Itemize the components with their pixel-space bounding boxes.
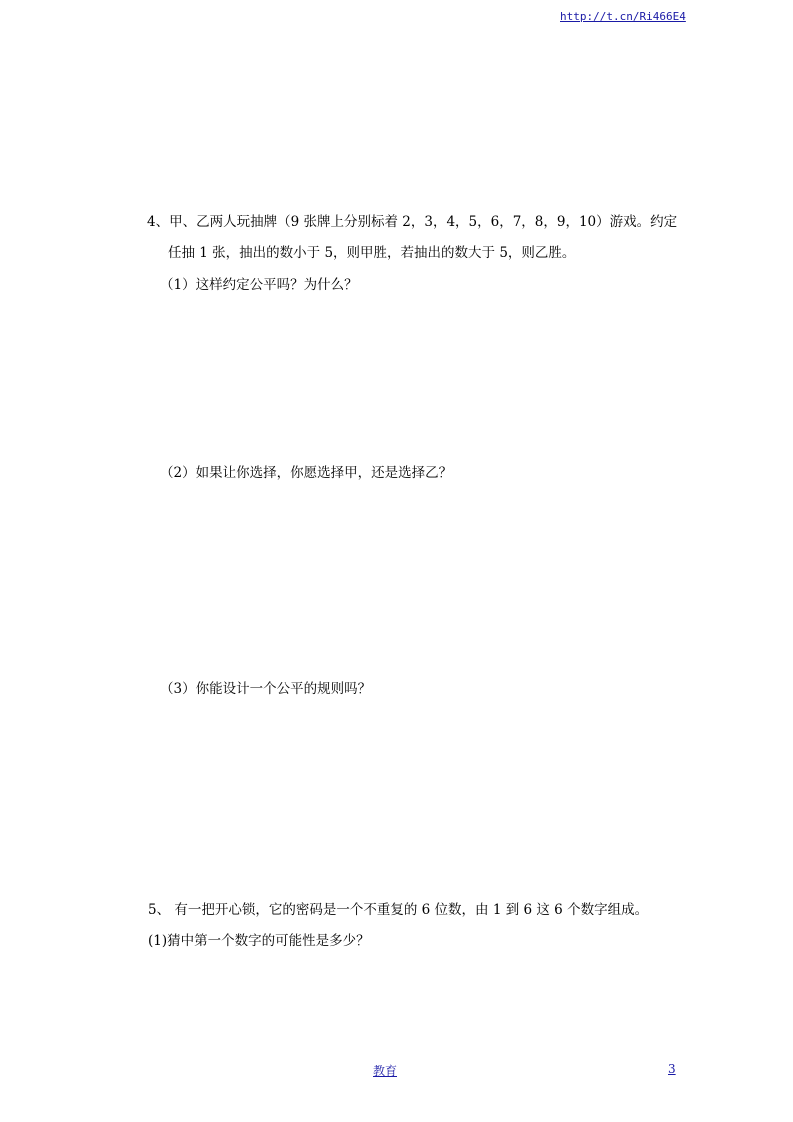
question-5-sub-1: (1)猜中第一个数字的可能性是多少？ (148, 933, 370, 949)
question-4-sub-2: （2）如果让你选择，你愿选择甲，还是选择乙？ (160, 465, 453, 481)
question-4-line-2: 任抽 1 张，抽出的数小于 5，则甲胜，若抽出的数大于 5，则乙胜。 (168, 245, 576, 261)
question-4-line-1: 4、甲、乙两人玩抽牌（9 张牌上分别标着 2，3，4，5，6，7，8，9，10）游戏。约定 (147, 214, 678, 230)
question-4-sub-1: （1）这样约定公平吗？为什么？ (160, 277, 358, 293)
header-url-link[interactable]: http://t.cn/Ri466E4 (560, 10, 686, 23)
page-number[interactable]: 3 (668, 1062, 676, 1076)
question-5-line-1: 5、 有一把开心锁，它的密码是一个不重复的 6 位数，由 1 到 6 这 6 个数字组成。 (148, 902, 649, 918)
footer-link[interactable]: 教育 (373, 1064, 398, 1078)
question-4-sub-3: （3）你能设计一个公平的规则吗？ (160, 681, 372, 697)
